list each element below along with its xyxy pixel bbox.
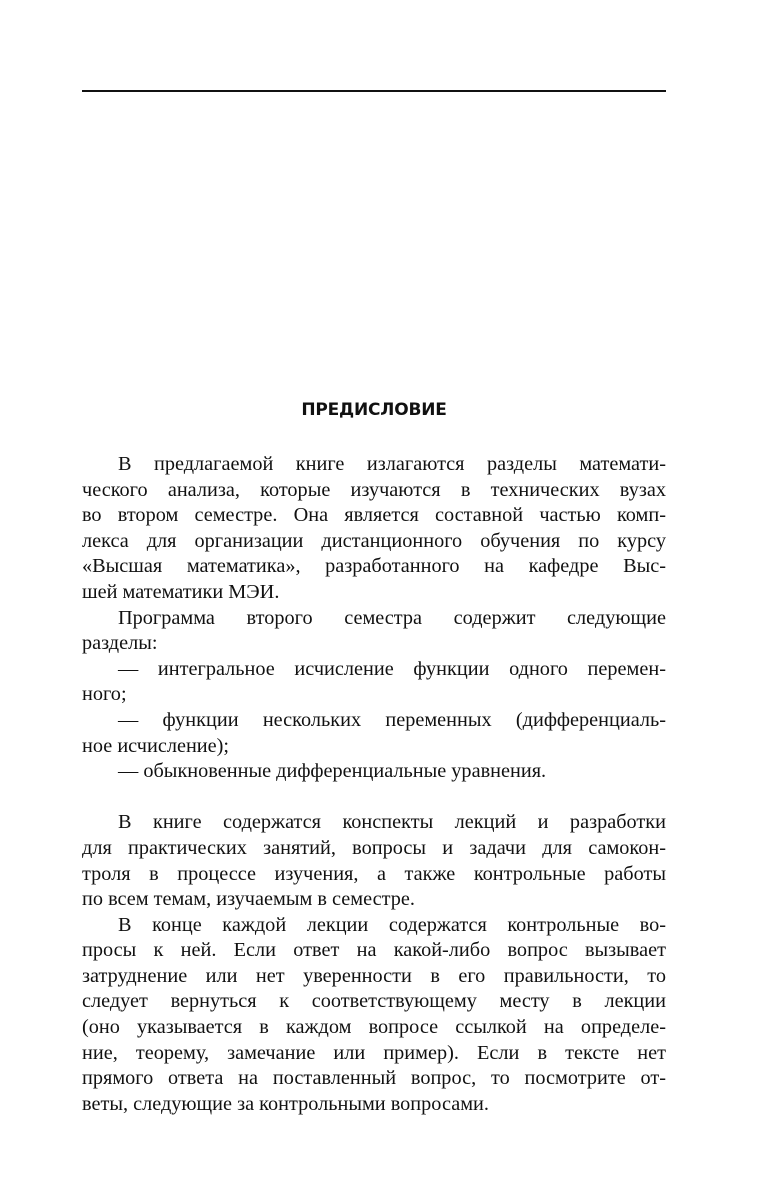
text-line: ние, теорему, замечание или пример). Если в тексте нет: [82, 1041, 666, 1064]
page-title: ПРЕДИСЛОВИЕ: [301, 400, 447, 420]
text-line: для практических занятий, вопросы и задачи для самокон-: [82, 836, 666, 859]
text-line: просы к ней. Если ответ на какой-либо вопрос вызывает: [82, 939, 666, 962]
list-item: — обыкновенные дифференциальные уравнения.: [118, 760, 547, 783]
text-line: затруднение или нет уверенности в его правильности, то: [82, 964, 666, 987]
text-line: В конце каждой лекции содержатся контрольные во-: [118, 913, 666, 936]
text-line: ное исчисление);: [82, 734, 230, 757]
paragraph-gap: [82, 785, 666, 811]
text-line: веты, следующие за контрольными вопросами.: [82, 1092, 489, 1115]
text-line: (оно указывается в каждом вопросе ссылкой на определе-: [82, 1016, 666, 1039]
text-line: В предлагаемой книге излагаются разделы математи-: [118, 453, 666, 475]
text-line: «Высшая математика», разработанного на кафедре Выс-: [82, 555, 666, 578]
text-line: прямого ответа на поставленный вопрос, то посмотрите от-: [82, 1067, 666, 1090]
text-line: разделы:: [82, 632, 158, 655]
text-line: ного;: [82, 683, 127, 706]
text-line: В книге содержатся конспекты лекций и разработки: [118, 811, 666, 834]
text-line: Программа второго семестра содержит следующие: [118, 606, 666, 629]
text-line: шей математики МЭИ.: [82, 580, 280, 603]
list-item: — функции нескольких переменных (дифференциаль-: [118, 708, 666, 731]
text-line: лекса для организации дистанционного обучения по курсу: [82, 529, 666, 552]
text-line: ческого анализа, которые изучаются в технических вузах: [82, 478, 666, 501]
text-line: следует вернуться к соответствующему месту в лекции: [82, 990, 666, 1013]
text-line: по всем темам, изучаемым в семестре.: [82, 888, 415, 911]
top-rule: [82, 90, 666, 92]
preface-body: [82, 452, 666, 1117]
list-item: — интегральное исчисление функции одного перемен-: [118, 657, 666, 680]
text-line: во втором семестре. Она является составной частью комп-: [82, 504, 666, 527]
text-line: троля в процессе изучения, а также контрольные работы: [82, 862, 666, 885]
